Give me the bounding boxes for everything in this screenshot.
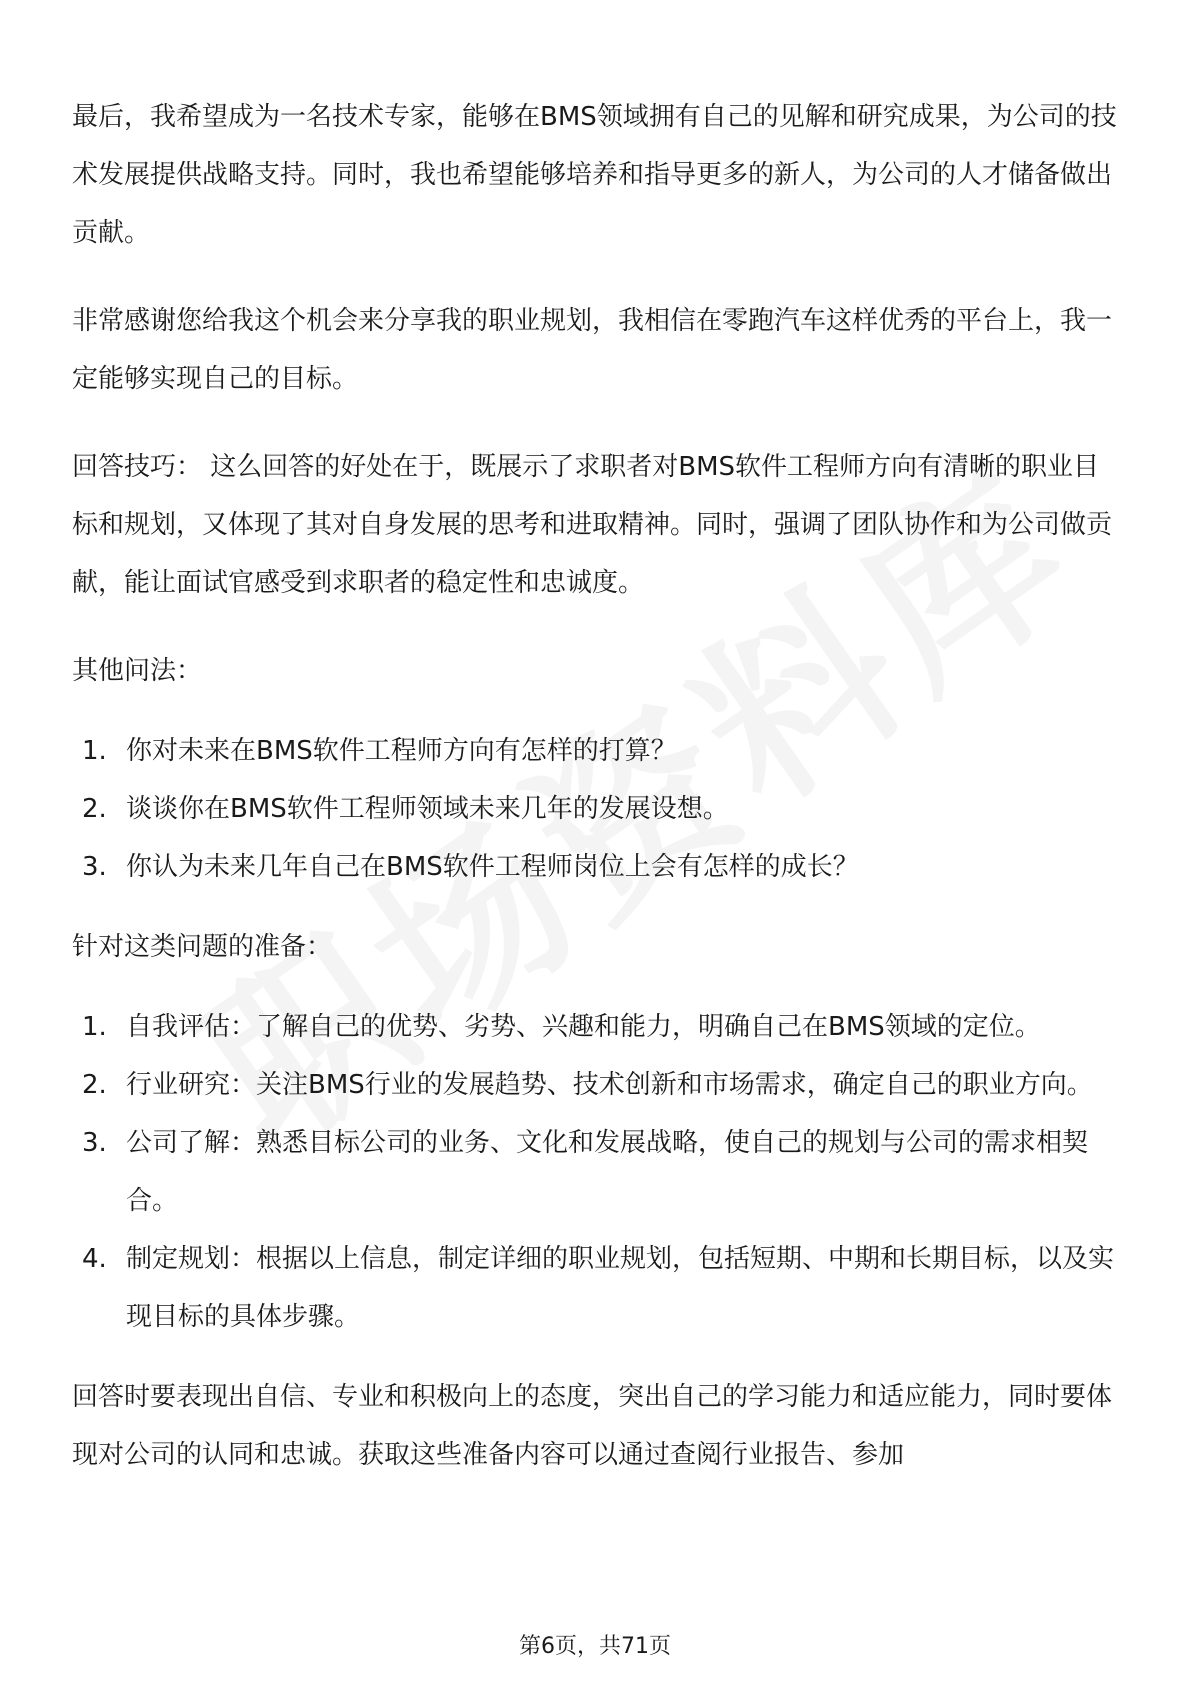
list-item bbox=[72, 1114, 1124, 1230]
heading-other-questions: 其他问法： bbox=[72, 656, 203, 686]
paragraph-thanks: 非常感谢您给我这个机会来分享我的职业规划，我相信在零跑汽车这样优秀的平台上，我一定能够实现自己的目标。 bbox=[72, 306, 1113, 394]
paragraph-answer-tips: 回答技巧： 这么回答的好处在于，既展示了求职者对BMS软件工程师方向有清晰的职业目标和规划，又体现了其对自身发展的思考和进取精神。同时，强调了团队协作和为公司做贡献，能让面试官感受到求职者的稳定性和忠诚度。 bbox=[72, 452, 1113, 598]
list-item-text: 谈谈你在BMS软件工程师领域未来几年的发展设想。 bbox=[126, 794, 729, 824]
paragraph-career-goal: 最后，我希望成为一名技术专家，能够在BMS领域拥有自己的见解和研究成果，为公司的技术发展提供战略支持。同时，我也希望能够培养和指导更多的新人，为公司的人才储备做出贡献。 bbox=[72, 102, 1117, 248]
list-number: 2. bbox=[82, 1070, 107, 1100]
list-number: 1. bbox=[82, 736, 107, 766]
list-item bbox=[72, 722, 1124, 780]
other-questions-list bbox=[72, 722, 1124, 896]
heading-preparation: 针对这类问题的准备： bbox=[72, 932, 333, 962]
list-item bbox=[72, 838, 1124, 896]
paragraph-closing: 回答时要表现出自信、专业和积极向上的态度，突出自己的学习能力和适应能力，同时要体现对公司的认同和忠诚。获取这些准备内容可以通过查阅行业报告、参加 bbox=[72, 1382, 1113, 1470]
list-item-text: 公司了解：熟悉目标公司的业务、文化和发展战略，使自己的规划与公司的需求相契合。 bbox=[126, 1128, 1089, 1216]
preparation-list bbox=[72, 998, 1124, 1346]
list-item-text: 制定规划：根据以上信息，制定详细的职业规划，包括短期、中期和长期目标，以及实现目标的具体步骤。 bbox=[126, 1244, 1115, 1332]
list-number: 1. bbox=[82, 1012, 107, 1042]
list-item bbox=[72, 1230, 1124, 1346]
list-item bbox=[72, 780, 1124, 838]
page-footer: 第6页，共71页 bbox=[519, 1634, 671, 1659]
list-item bbox=[72, 998, 1124, 1056]
list-number: 3. bbox=[82, 852, 107, 882]
document-body bbox=[72, 88, 1124, 1514]
list-number: 4. bbox=[82, 1244, 107, 1274]
list-item bbox=[72, 1056, 1124, 1114]
list-item-text: 你对未来在BMS软件工程师方向有怎样的打算？ bbox=[126, 736, 677, 766]
list-item-text: 行业研究：关注BMS行业的发展趋势、技术创新和市场需求，确定自己的职业方向。 bbox=[126, 1070, 1093, 1100]
list-item-text: 你认为未来几年自己在BMS软件工程师岗位上会有怎样的成长？ bbox=[126, 852, 859, 882]
list-number: 3. bbox=[82, 1128, 107, 1158]
list-number: 2. bbox=[82, 794, 107, 824]
list-item-text: 自我评估：了解自己的优势、劣势、兴趣和能力，明确自己在BMS领域的定位。 bbox=[126, 1012, 1041, 1042]
